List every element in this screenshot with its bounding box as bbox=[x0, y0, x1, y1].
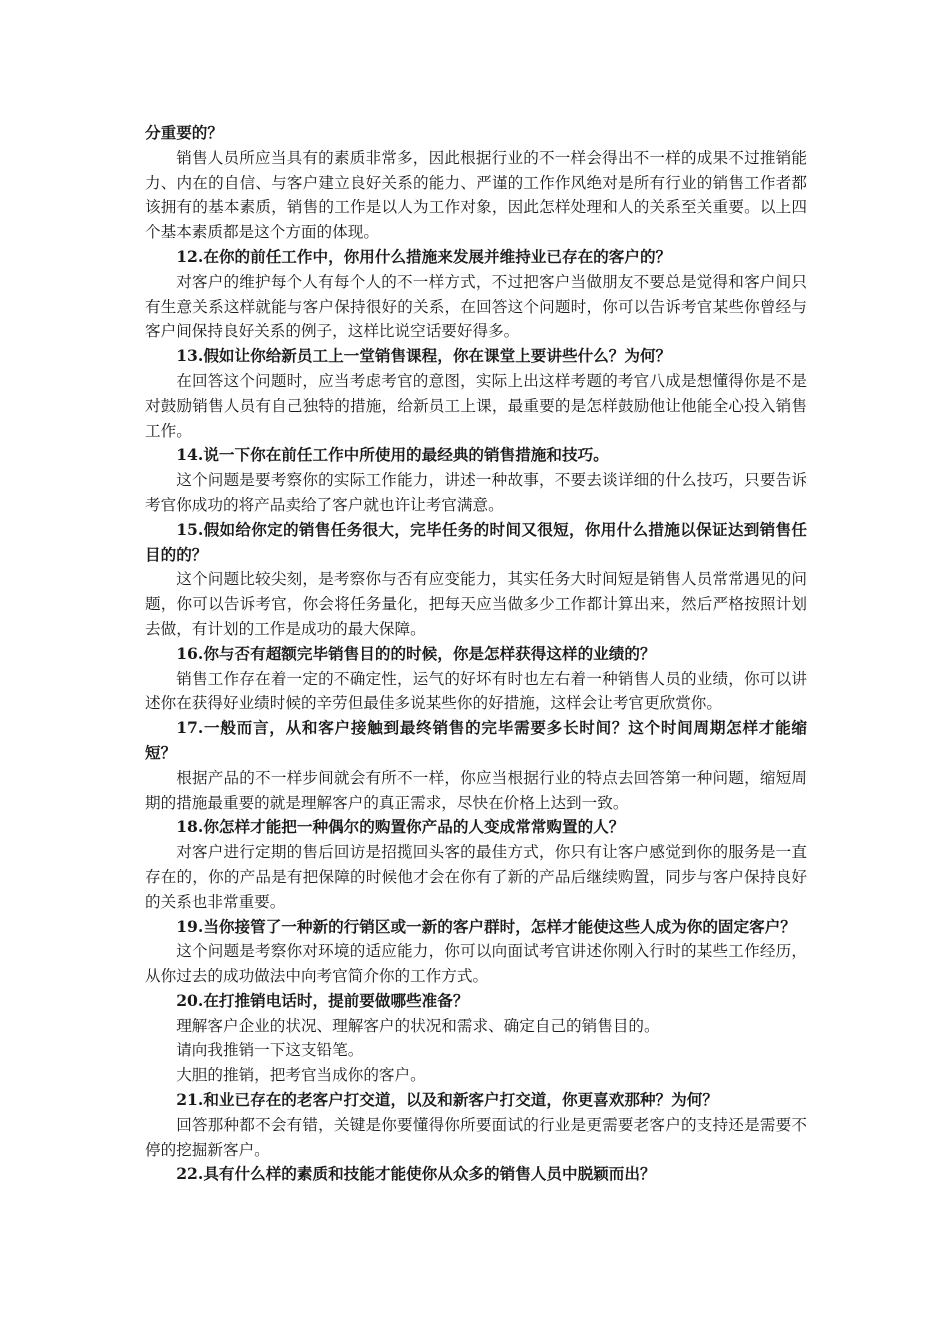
answer-paragraph: 回答那种都不会有错，关键是你要懂得你所要面试的行业是更需要老客户的支持还是需要不停的挖掘新客户。 bbox=[145, 1115, 807, 1159]
question-heading-21: 21.和业已存在的老客户打交道，以及和新客户打交道，你更喜欢那种？为何？ bbox=[176, 1090, 718, 1110]
answer-paragraph: 这个问题是考察你对环境的适应能力，你可以向面试考官讲述你刚入行时的某些工作经历，从你过去的成功做法中向考官简介你的工作方式。 bbox=[145, 942, 807, 986]
answer-paragraph: 请向我推销一下这支铅笔。 bbox=[176, 1041, 364, 1060]
answer-paragraph: 这个问题比较尖刻，是考察你与否有应变能力，其实任务大时间短是销售人员常常遇见的问题，你可以告诉考官，你会将任务量化，把每天应当做多少工作都计算出来，然后严格按照计划去做，有计划的工作是成功的最大保障。 bbox=[145, 570, 807, 638]
answer-paragraph: 大胆的推销，把考官当成你的客户。 bbox=[176, 1066, 426, 1085]
answer-paragraph: 根据产品的不一样步间就会有所不一样，你应当根据行业的特点去回答第一种问题，缩短周期的措施最重要的就是理解客户的真正需求，尽快在价格上达到一致。 bbox=[145, 768, 807, 812]
answer-paragraph: 理解客户企业的状况、理解客户的状况和需求、确定自己的销售目的。 bbox=[176, 1016, 660, 1035]
answer-paragraph: 这个问题是要考察你的实际工作能力，讲述一种故事，不要去谈详细的什么技巧，只要告诉考官你成功的将产品卖给了客户就也许让考官满意。 bbox=[145, 471, 807, 514]
question-heading-15: 15.假如给你定的销售任务很大，完毕任务的时间又很短，你用什么措施以保证达到销售任目的的？ bbox=[145, 519, 807, 564]
answer-paragraph: 对客户的维护每个人有每个人的不一样方式，不过把客户当做朋友不要总是觉得和客户间只有生意关系这样就能与客户保持很好的关系，在回答这个问题时，你可以告诉考官某些你曾经与客户间保持良好关系的例子，这样比说空话要好得多。 bbox=[145, 272, 807, 341]
question-heading-19: 19.当你接管了一种新的行销区或一新的客户群时，怎样才能使这些人成为你的固定客户？ bbox=[176, 916, 796, 936]
question-heading-20: 20.在打推销电话时，提前要做哪些准备？ bbox=[176, 990, 469, 1010]
question-continuation: 分重要的？ bbox=[145, 123, 223, 142]
document-body bbox=[145, 121, 807, 1187]
question-heading-14: 14.说一下你在前任工作中所使用的最经典的销售措施和技巧。 bbox=[176, 445, 609, 465]
question-heading-16: 16.你与否有超额完毕销售目的的时候，你是怎样获得这样的业绩的？ bbox=[176, 643, 656, 663]
answer-paragraph: 销售人员所应当具有的素质非常多，因此根据行业的不一样会得出不一样的成果不过推销能力、内在的自信、与客户建立良好关系的能力、严谨的工作作风绝对是所有行业的销售工作者都该拥有的基本素质，销售的工作是以人为工作对象，因此怎样处理和人的关系至关重要。以上四个基本素质都是这个方面的体现。 bbox=[145, 148, 807, 242]
answer-paragraph: 对客户进行定期的售后回访是招揽回头客的最佳方式，你只有让客户感觉到你的服务是一直存在的，你的产品是有把保障的时候他才会在你有了新的产品后继续购置，同步与客户保持良好的关系也非常重要。 bbox=[145, 843, 807, 911]
answer-paragraph: 在回答这个问题时，应当考虑考官的意图，实际上出这样考题的考官八成是想懂得你是不是对鼓励销售人员有自己独特的措施，给新员工上课，最重要的是怎样鼓励他让他能全心投入销售工作。 bbox=[145, 371, 807, 440]
answer-paragraph: 销售工作存在着一定的不确定性，运气的好坏有时也左右着一种销售人员的业绩，你可以讲述你在获得好业绩时候的辛劳但最佳多说某些你的好措施，这样会让考官更欣赏你。 bbox=[145, 669, 807, 713]
question-heading-12: 12.在你的前任工作中，你用什么措施来发展并维持业已存在的客户的？ bbox=[176, 246, 672, 266]
question-heading-22: 22.具有什么样的素质和技能才能使你从众多的销售人员中脱颖而出？ bbox=[176, 1164, 656, 1184]
question-heading-18: 18.你怎样才能把一种偶尔的购置你产品的人变成常常购置的人？ bbox=[176, 817, 625, 837]
question-heading-13: 13.假如让你给新员工上一堂销售课程，你在课堂上要讲些什么？为何？ bbox=[176, 346, 672, 366]
question-heading-17: 17.一般而言，从和客户接触到最终销售的完毕需要多长时间？这个时间周期怎样才能缩短？ bbox=[145, 718, 807, 762]
